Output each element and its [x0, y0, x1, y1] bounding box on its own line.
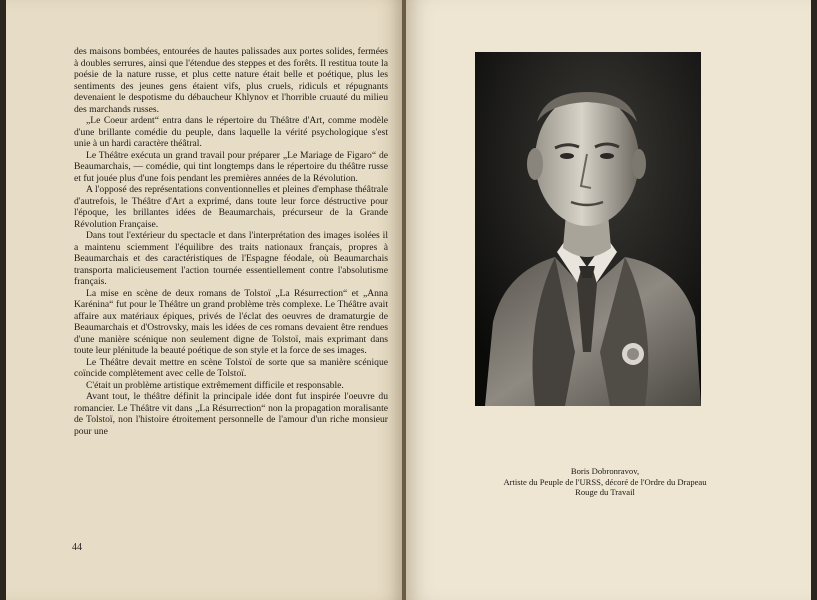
- body-text: [74, 46, 388, 437]
- caption-line: Artiste du Peuple de l'URSS, décoré de l'Ordre du Drapeau: [503, 476, 707, 487]
- page-number: 44: [72, 542, 82, 553]
- paragraph: „Le Coeur ardent“ entra dans le répertoire du Théâtre d'Art, comme modèle d'une brillante comédie du peuple, dans laquelle la vérité psychologique s'est unie à un hardi caractère théâtral.: [74, 115, 388, 149]
- paragraph: Le Théâtre exécuta un grand travail pour préparer „Le Mariage de Figaro“ de Beaumarchais, — comédie, qui tint longtemps dans le répertoire du théâtre russe et fut jouée plus d'une fois pendant les premières années de la Révolution.: [74, 149, 388, 184]
- paragraph: Avant tout, le théâtre définit la principale idée dont fut inspirée l'oeuvre du romancier. Le Théâtre vit dans „La Résurrection“ non la propagation moralisante de Tolstoï, non l'histoire étroitement personnelle de l'amour d'un riche monsieur pour une: [74, 391, 388, 437]
- paragraph: C'était un problème artistique extrêmement difficile et responsable.: [86, 379, 344, 391]
- paragraph: La mise en scène de deux romans de Tolstoï „La Résurrection“ et „Anna Karénina“ fut pour le Théâtre un grand problème très complexe. Le Théâtre avait affaire aux matériaux épiques, privés de l'éclat des oeuvres de dramaturgie de Beaumarchais et d'Ostrovsky, mais les idées de ces romans devaient être rendues d'une manière scénique non seulement digne de Tolstoï, mais exprimant dans toute leur plénitude la beauté poétique de son style et la force de ses images.: [74, 287, 388, 356]
- caption-line: Rouge du Travail: [575, 487, 635, 497]
- left-page: [6, 0, 404, 600]
- photo-caption: [455, 466, 755, 498]
- paragraph: Le Théâtre devait mettre en scène Tolstoï de sorte que sa manière scénique coïncide complètement avec celle de Tolstoï.: [74, 356, 388, 379]
- paragraph: Dans tout l'extérieur du spectacle et dans l'interprétation des images isolées il a maintenu sciemment l'équilibre des traits nationaux français, propres à Beaumarchais et des caractéristiques de l'Espagne féodale, où Beaumarchais transporta malicieusement l'action tournée essentiellement contre l'absolutisme français.: [74, 230, 388, 287]
- portrait-image: [475, 52, 701, 406]
- portrait-photo: [475, 52, 701, 406]
- paragraph: des maisons bombées, entourées de hautes palissades aux portes solides, fermées à doubles serrures, ainsi que l'étendue des steppes et des forêts. Il restitua toute la poésie de la nature russe, et plus cette nature était belle et poétique, plus les sentiments des jeunes gens étaient vifs, plus cruels, ridiculs et répugnants devenaient le despotisme du débaucheur Khlynov et l'horrible cruauté du milieu des marchands russes.: [74, 46, 388, 115]
- caption-line: Boris Dobronravov,: [570, 466, 640, 476]
- paragraph: A l'opposé des représentations conventionnelles et pleines d'emphase théâtrale d'autrefois, le Théâtre d'Art a exprimé, dans toute leur force déstructive pour l'époque, les brillantes idées de Beaumarchais, précurseur de la Grande Révolution Française.: [74, 184, 388, 230]
